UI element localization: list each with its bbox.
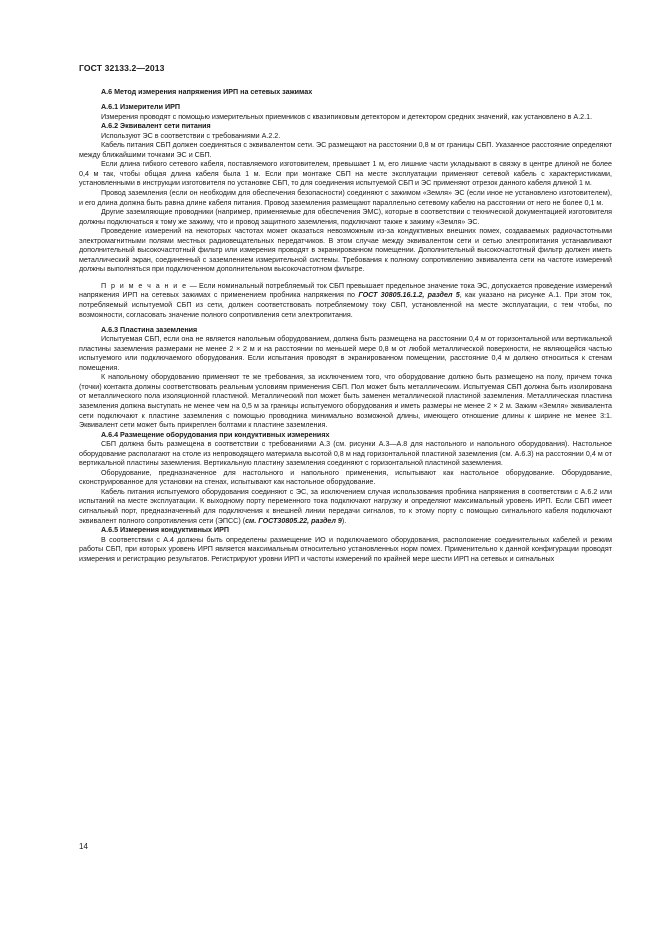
section-title-a64: А.6.4 Размещение оборудования при кондуктивных измерениях (101, 430, 330, 439)
note-paragraph (79, 282, 612, 320)
note-label: П р и м е ч а н и е (101, 281, 188, 290)
paragraph: В соответствии с А.4 должны быть определены размещение ИО и подключаемого оборудования, расположение соединительных кабелей и режим работы СБП, при которых уровень ИРП является максимальным относительно установленных норм помех. Применительно к данной конфигурации проводят измерения и регистрацию результатов. Регистрируют уровни ИРП и частоты измерений по крайней мере шести ИРП на сетевых и сигнальных (79, 535, 612, 563)
paragraph: Если длина гибкого сетевого кабеля, поставляемого изготовителем, превышает 1 м, его лишние части укладывают в связку в центре длиной не более 0,4 м так, чтобы общая длина кабеля была 1 м. Если при монтаже СБП на месте эксплуатации применяют сетевой кабель с характеристиками, установленными в инструкции изготовителя по установке СБП, то для соединения испытуемой СБП и ЭС применяют отрезок данного кабеля длиной 1 м. (79, 160, 612, 188)
paragraph: Оборудование, предназначенное для настольного и напольного применения, испытывают как настольное оборудование. Оборудование, сконструированное для установки на стенах, испытывают как настольное оборудование. (79, 468, 612, 487)
paragraph: Кабель питания СБП должен соединяться с эквивалентом сети. ЭС размещают на расстоянии 0,8 м от границы СБП. Указанное расстояние определяют между ближайшими точками ЭС и СБП. (79, 141, 612, 159)
paragraph-text: ). (341, 516, 347, 525)
paragraph: СБП должна быть размещена в соответствии с требованиями А.3 (см. рисунки А.3—А.8 для настольного и напольного оборудования). Настольное оборудование располагают на столе из непроводящего материала высотой 0,8 м над горизонтальной пластиной заземления (см. А.6.3) на расстоянии 0,4 м от вертикальной пластины заземления. Вертикальную пластину заземления соединяют с горизонтальной пластиной заземления. (79, 440, 612, 468)
paragraph: Проведение измерений на некоторых частотах может оказаться невозможным из-за кондуктивных внешних помех, создаваемых радиочастотными электромагнитными полями местных радиовещательных передатчиков. В этом случае между эквивалентом сети и сетью электропитания устанавливают дополнительный высокочастотный фильтр или измерения проводят в экранированном помещении. Дополнительный высокочастотный фильтр должен иметь металлический экран, соединенный с заземлением измерительной системы. Требования к полному сопротивлению эквивалента сети на частоте измерений должны выполняться при подключенном дополнительном высокочастотном фильтре. (79, 227, 612, 274)
paragraph: Измерения проводят с помощью измерительных приемников с квазипиковым детектором и детектором средних значений, как установлено в А.2.1. (101, 112, 593, 121)
section-title-a61: А.6.1 Измерители ИРП (101, 103, 180, 112)
paragraph-reference: см. ГОСТ30805.22, раздел 9 (245, 516, 342, 525)
page-number: 14 (79, 842, 88, 851)
paragraph: К напольному оборудованию применяют те же требования, за исключением того, что оборудование должно быть размещено на полу, причем точка (точки) контакта должны соответствовать реальным условиям применения СБП. Пол может быть металлическим. Испытуемая СБП должна быть изолирована от металлического пола изоляционной пластиной. Металлический пол может быть заменен металлической пластиной заземления. Металлическая пластина заземления должна выступать не менее чем на 0,5 м за границы испытуемого оборудования и иметь размеры не менее 2 × 2 м. Зажим «Земля» эквивалента сети подключают к пластине заземления с помощью проводника минимально возможной длины, имеющего отношение длины к ширине не менее 3:1. Эквивалент сети может быть прикреплен болтами к пластине заземления. (79, 373, 612, 430)
paragraph: Используют ЭС в соответствии с требованиями А.2.2. (101, 131, 281, 140)
standard-header: ГОСТ 32133.2—2013 (79, 63, 165, 73)
paragraph: Другие заземляющие проводники (например, применяемые для обеспечения ЭМС), которые в соответствии с технической документацией изготовителя должны подключаться к тому же зажиму, что и провод защитного заземления, подключают также к зажиму «Земля» ЭС. (79, 208, 612, 226)
note-text: — Если номинальный потребляемый ток СБП превышает предельное значение тока ЭС, допускается проведение измерений напряжения ИРП на сетевых зажимах с применением пробника напряжения по (79, 281, 612, 300)
note-text: , как указано на рисунке А.1. При этом ток, потребляемый испытуемой СБП из сети, должен соответствовать потребляемому току СБП, установленной на месте эксплуатации, с тем чтобы, по возможности, согласовать значение полного сопротивления сети электропитания. (79, 291, 612, 319)
paragraph: Провод заземления (если он необходим для обеспечения безопасности) соединяют с зажимом «Земля» ЭС (если иное не установлено изготовителем), и его длина должна быть равна длине кабеля питания. Провод заземления размещают параллельно сетевому кабелю на расстоянии от него не более 0,1 м. (79, 188, 612, 207)
section-title-a63: А.6.3 Пластина заземления (101, 325, 198, 334)
section-title-a62: А.6.2 Эквивалент сети питания (101, 122, 211, 131)
document-body (79, 88, 612, 564)
paragraph-text: Кабель питания испытуемого оборудования соединяют с ЭС, за исключением случая использования пробника напряжения в соответствии с А.6.2 или испытаний на месте эксплуатации. К выходному порту переменного тока подключают нагрузку и определяют максимальный уровень ИРП. Если СБП имеет сигнальный порт, предназначенный для подключения к внешней линии передачи сигналов, то к этому порту с помощью сигнального кабеля подключают эквивалент полного сопротивления сети (ЭПСС) ( (79, 487, 612, 525)
paragraph: Испытуемая СБП, если она не является напольным оборудованием, должна быть размещена на расстоянии 0,4 м от горизонтальной или вертикальной пластины заземления размерами не менее 2 × 2 м и на расстоянии по меньшей мере 0,8 м от любой металлической поверхности, не являющейся частью испытуемого или подключаемого оборудования. Если испытания проводят в экранированном помещении, расстояние 0,4 м должно относиться к стенам помещения. (79, 335, 612, 372)
section-title-a65: А.6.5 Измерения кондуктивных ИРП (101, 526, 229, 535)
paragraph (79, 488, 612, 526)
note-reference: ГОСТ 30805.16.1.2, раздел 5 (358, 291, 460, 300)
section-title-a6: А.6 Метод измерения напряжения ИРП на сетевых зажимах (101, 88, 313, 96)
